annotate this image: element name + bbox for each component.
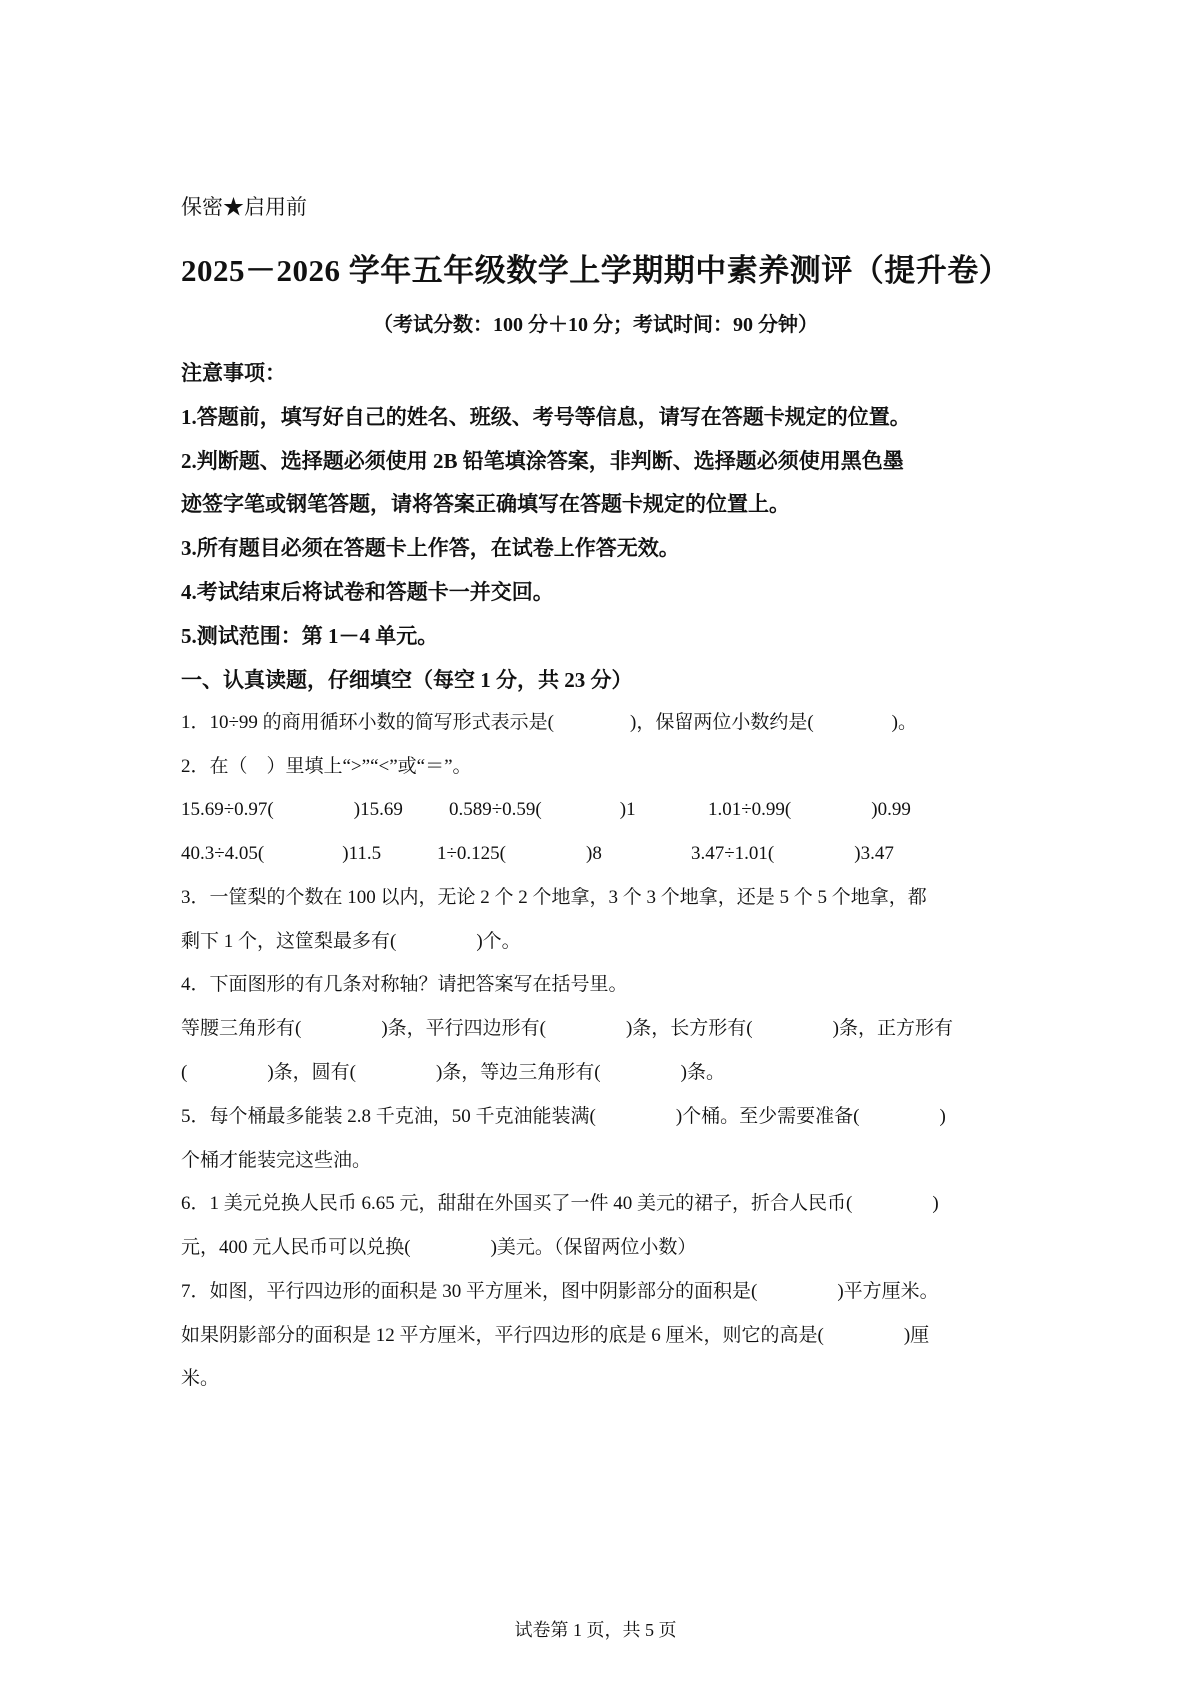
comparison-left: 3.47÷1.01(: [691, 843, 775, 864]
question-7-cont: [181, 1322, 929, 1350]
comparison-item: [181, 796, 403, 824]
question-text: )，保留两位小数约是(: [630, 712, 814, 733]
comparison-right: )15.69: [353, 799, 403, 820]
question-text: 元，400 元人民币可以兑换(: [181, 1237, 411, 1258]
comparison-right: )3.47: [854, 843, 894, 864]
comparison-right: )1: [619, 799, 636, 820]
comparison-item: [708, 796, 911, 824]
notes-heading: 注意事项：: [181, 361, 286, 385]
question-3: 3．一筐梨的个数在 100 以内，无论 2 个 2 个地拿，3 个 3 个地拿，还是 5 个 5 个地拿，都: [181, 887, 927, 908]
question-text: 5．每个桶最多能装 2.8 千克油，50 千克油能装满(: [181, 1106, 596, 1127]
question-text: )平方厘米。: [837, 1281, 939, 1302]
question-text: )厘: [903, 1325, 930, 1346]
comparison-left: 15.69÷0.97(: [181, 799, 274, 820]
comparison-right: )8: [586, 843, 602, 864]
comparison-right: )0.99: [871, 799, 911, 820]
note-item: 5.测试范围：第 1－4 单元。: [181, 624, 439, 648]
question-text: 7．如图，平行四边形的面积是 30 平方厘米，图中阴影部分的面积是(: [181, 1281, 758, 1302]
question-text: )条。: [680, 1062, 725, 1083]
question-text: )条，等边三角形有(: [435, 1062, 601, 1083]
question-text: )条，正方形有: [832, 1018, 953, 1039]
question-text: )。: [891, 712, 917, 733]
comparison-left: 0.589÷0.59(: [449, 799, 542, 820]
comparison-left: 40.3÷4.05(: [181, 843, 265, 864]
note-item: 2.判断题、选择题必须使用 2B 铅笔填涂答案，非判断、选择题必须使用黑色墨: [181, 449, 904, 473]
question-text: )个桶。至少需要准备(: [675, 1106, 860, 1127]
question-text: )条，长方形有(: [625, 1018, 753, 1039]
question-6: [181, 1190, 939, 1218]
question-2-prompt: 2．在（ ）里填上“>”“<”或“＝”。: [181, 756, 472, 777]
question-4-line1: [181, 1015, 953, 1043]
note-item: 1.答题前，填写好自己的姓名、班级、考号等信息，请写在答题卡规定的位置。: [181, 405, 911, 429]
question-5-cont: 个桶才能装完这些油。: [181, 1150, 372, 1171]
question-5: [181, 1103, 946, 1131]
question-text: )条，圆有(: [267, 1062, 356, 1083]
section-heading: 一、认真读题，仔细填空（每空 1 分，共 23 分）: [181, 668, 633, 692]
confidential-mark: 保密★启用前: [181, 195, 307, 219]
question-text: 6．1 美元兑换人民币 6.65 元，甜甜在外国买了一件 40 美元的裙子，折合人民币(: [181, 1193, 853, 1214]
comparison-item: [437, 840, 602, 868]
question-3-cont: [181, 928, 521, 956]
question-7-cont2: 米。: [181, 1368, 220, 1389]
page-footer: 试卷第 1 页，共 5 页: [514, 1620, 677, 1640]
note-item: 3.所有题目必须在答题卡上作答，在试卷上作答无效。: [181, 536, 680, 560]
question-text: (: [181, 1062, 188, 1083]
comparison-item: [691, 840, 894, 868]
question-text: 等腰三角形有(: [181, 1018, 302, 1039]
question-text: 如果阴影部分的面积是 12 平方厘米，平行四边形的底是 6 厘米，则它的高是(: [181, 1325, 824, 1346]
question-4-line2: [181, 1059, 725, 1087]
question-text: )条，平行四边形有(: [381, 1018, 546, 1039]
question-text: 剩下 1 个，这筐梨最多有(: [181, 931, 397, 952]
question-4-prompt: 4．下面图形的有几条对称轴？请把答案写在括号里。: [181, 974, 628, 995]
question-text: )美元。（保留两位小数）: [490, 1237, 697, 1258]
note-item: 4.考试结束后将试卷和答题卡一并交回。: [181, 580, 554, 604]
question-7: [181, 1278, 939, 1306]
note-item: 迹签字笔或钢笔答题，请将答案正确填写在答题卡规定的位置上。: [181, 492, 790, 516]
comparison-left: 1.01÷0.99(: [708, 799, 792, 820]
question-text: 1．10÷99 的商用循环小数的简写形式表示是(: [181, 712, 555, 733]
comparison-right: )11.5: [342, 843, 382, 864]
question-text: )个。: [476, 931, 521, 952]
exam-subtitle: （考试分数：100 分＋10 分；考试时间：90 分钟）: [373, 314, 818, 336]
question-text: ): [932, 1193, 939, 1214]
question-6-cont: [181, 1234, 696, 1262]
exam-title: 2025－2026 学年五年级数学上学期期中素养测评（提升卷）: [181, 253, 1011, 288]
question-1: [181, 709, 917, 737]
comparison-item: [449, 796, 636, 824]
comparison-left: 1÷0.125(: [437, 843, 507, 864]
question-text: ): [939, 1106, 946, 1127]
comparison-item: [181, 840, 381, 868]
